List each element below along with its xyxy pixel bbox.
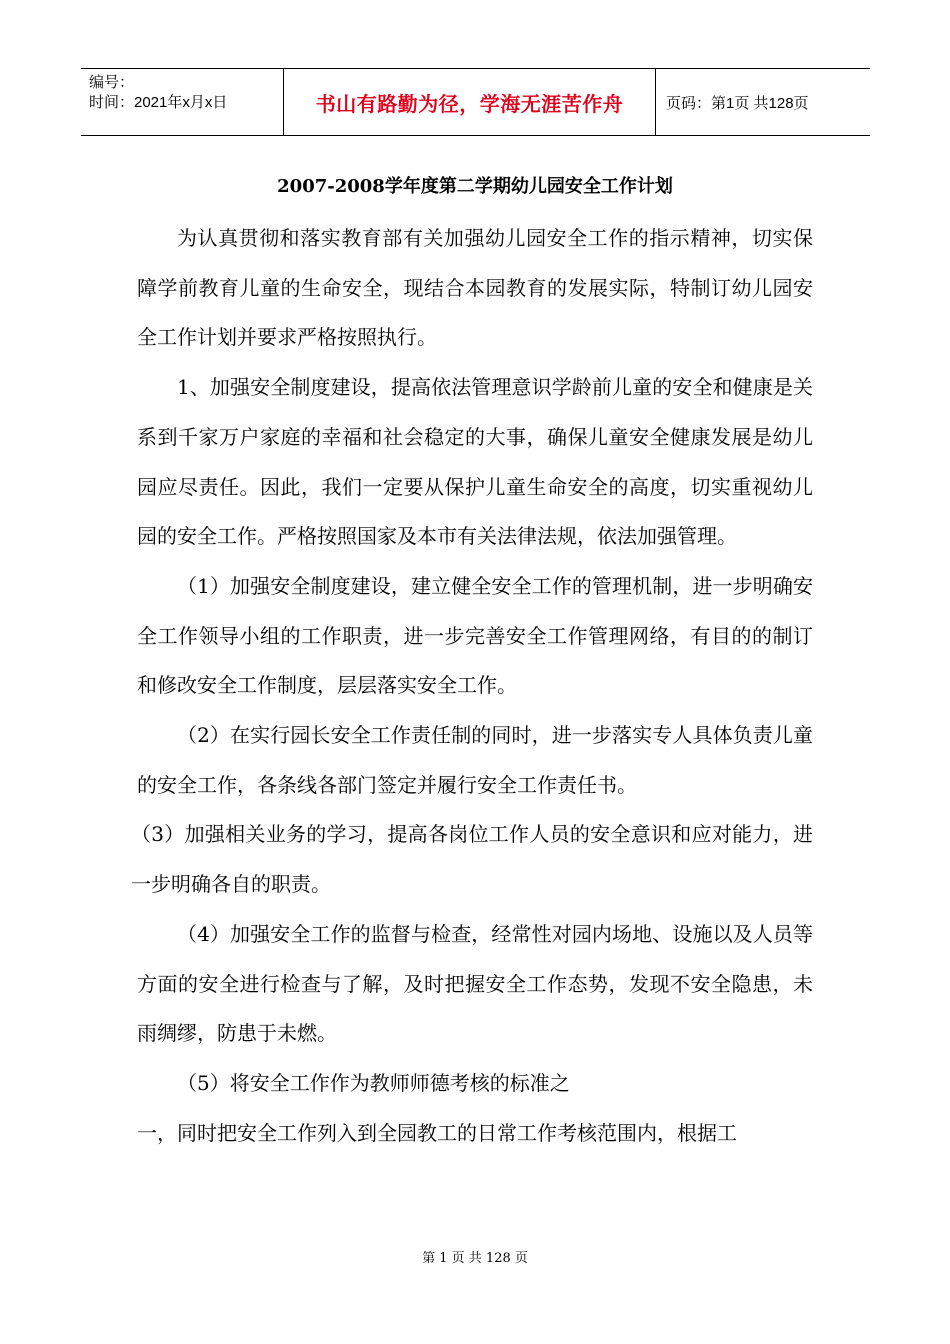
body-paragraph: 为认真贯彻和落实教育部有关加强幼儿园安全工作的指示精神，切实保障学前教育儿童的生命安全，现结合本园教育的发展实际，特制订幼儿园安全工作计划并要求严格按照执行。 — [137, 226, 813, 350]
page-footer: 第 1 页 共 128 页 — [422, 1251, 528, 1266]
body-paragraph: （2）在实行园长安全工作责任制的同时，进一步落实专人具体负责儿童的安全工作，各条线各部门签定并履行安全工作责任书。 — [137, 723, 813, 797]
body-paragraph: （3）加强相关业务的学习，提高各岗位工作人员的安全意识和应对能力，进一步明确各自的职责。 — [131, 822, 813, 897]
body-paragraph: 1、加强安全制度建设，提高依法管理意识学龄前儿童的安全和健康是关系到千家万户家庭的幸福和社会稳定的大事，确保儿童安全健康发展是幼儿园应尽责任。因此，我们一定要从保护儿童生命安全的高度，切实重视幼儿园的安全工作。严格按照国家及本市有关法律法规，依法加强管理。 — [137, 375, 813, 549]
body-paragraph: 一，同时把安全工作列入到全园教工的日常工作考核范围内，根据工 — [137, 1120, 737, 1145]
header-table — [81, 68, 870, 136]
header-page-info: 页码：第1页 共128页 — [666, 94, 809, 112]
body-paragraph: （5）将安全工作作为教师师德考核的标准之 — [177, 1070, 570, 1095]
header-motto: 书山有路勤为径，学海无涯苦作舟 — [283, 69, 656, 135]
body-paragraph: （1）加强安全制度建设，建立健全安全工作的管理机制，进一步明确安全工作领导小组的工作职责，进一步完善安全工作管理网络，有目的的制订和修改安全工作制度，层层落实安全工作。 — [137, 573, 813, 698]
document-time-label: 时间：2021年x月x日 — [89, 94, 228, 111]
header-info-cell — [81, 69, 283, 135]
document-title: 2007-2008学年度第二学期幼儿园安全工作计划 — [277, 176, 673, 197]
document-number-label: 编号： — [89, 74, 135, 91]
body-paragraph: （4）加强安全工作的监督与检查，经常性对园内场地、设施以及人员等方面的安全进行检查与了解，及时把握安全工作态势，发现不安全隐患，未雨绸缪，防患于未燃。 — [137, 921, 813, 1046]
document-body — [131, 214, 813, 1158]
